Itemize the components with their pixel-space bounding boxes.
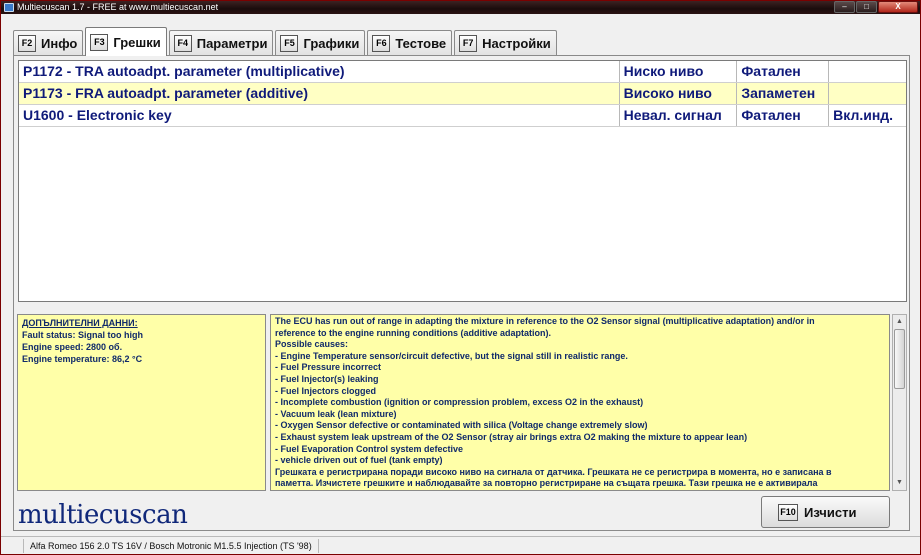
fault-level: Високо ниво — [620, 83, 738, 104]
description-line: Possible causes: — [275, 339, 349, 350]
maximize-button[interactable]: □ — [856, 1, 877, 13]
clear-button-label: Изчисти — [804, 504, 857, 520]
app-icon — [4, 3, 14, 12]
status-bar — [1, 536, 920, 554]
fault-status: Запаметен — [737, 83, 829, 104]
description-line: - Vacuum leak (lean mixture) — [275, 408, 397, 419]
tab-errors[interactable] — [85, 27, 166, 56]
description-line: - Fuel Injectors clogged — [275, 385, 377, 396]
fkey-badge: F5 — [280, 35, 298, 52]
fault-description: P1173 - FRA autoadpt. parameter (additive) — [19, 83, 620, 104]
scroll-up-icon[interactable]: ▲ — [896, 318, 903, 325]
scroll-down-icon[interactable]: ▼ — [896, 479, 903, 486]
scroll-thumb[interactable] — [894, 329, 905, 389]
minimize-button[interactable]: – — [834, 1, 855, 13]
fkey-badge: F4 — [174, 35, 192, 52]
tab-tests[interactable] — [367, 30, 452, 55]
fault-description: P1172 - TRA autoadpt. parameter (multiplicative) — [19, 61, 620, 82]
fault-list[interactable] — [18, 60, 907, 302]
fault-status: Фатален — [737, 61, 829, 82]
additional-data-line: Engine temperature: 86,2 °C — [22, 354, 143, 364]
fault-indicator — [829, 83, 906, 104]
fault-indicator: Вкл.инд. — [833, 107, 894, 123]
close-button[interactable]: X — [878, 1, 918, 13]
additional-data-line: Engine speed: 2800 об. — [22, 342, 123, 352]
fault-level: Ниско ниво — [620, 61, 738, 82]
fkey-badge: F3 — [90, 34, 108, 51]
fault-status: Фатален — [737, 105, 829, 126]
description-line: The ECU has run out of range in adapting the mixture in reference to the O2 Sensor signal (multiplicative adaptation) and/or in — [275, 316, 815, 326]
description-line: - Incomplete combustion (ignition or compression problem, excess O2 in the exhaust) — [275, 397, 644, 408]
tab-label: Графики — [303, 35, 360, 51]
tab-strip — [13, 27, 559, 55]
fault-row[interactable] — [19, 105, 906, 127]
description-line: паметта. Изчистете грешките и наблюдавайте за повторно регистриране на същата грешка. Тази грешка не е активирала — [275, 478, 818, 489]
description-line: - Fuel Pressure incorrect — [275, 362, 382, 373]
fault-row-selected[interactable] — [19, 83, 906, 105]
description-line: - vehicle driven out of fuel (tank empty) — [275, 455, 443, 466]
fkey-badge: F6 — [372, 35, 390, 52]
additional-data-panel — [17, 314, 266, 491]
fkey-badge: F10 — [778, 504, 798, 521]
clear-faults-button[interactable] — [761, 496, 890, 528]
tab-graphs[interactable] — [275, 30, 365, 55]
tab-parameters[interactable] — [169, 30, 274, 55]
description-line: - Oxygen Sensor defective or contaminated with silica (Voltage change extremely slow) — [275, 420, 648, 431]
fkey-badge: F2 — [18, 35, 36, 52]
tab-label: Настройки — [482, 35, 551, 51]
tab-label: Параметри — [196, 35, 268, 51]
description-line: - Fuel Injector(s) leaking — [275, 373, 379, 384]
additional-data-line: Fault status: Signal too high — [22, 330, 143, 340]
description-line: Грешката е регистрирана поради високо ниво на сигнала от датчика. Грешката не се регистрира в момента, но е записана в — [275, 466, 832, 477]
description-line: reference to the engine running conditions (additive adaptation). — [275, 327, 552, 338]
fkey-badge: F7 — [459, 35, 477, 52]
multiecuscan-logo: multiecuscan — [18, 500, 188, 530]
description-line: - Engine Temperature sensor/circuit defective, but the signal still in realistic range. — [275, 350, 628, 361]
fault-description-text[interactable] — [270, 314, 890, 491]
tab-label: Тестове — [395, 35, 447, 51]
fault-description: U1600 - Electronic key — [19, 105, 620, 126]
tab-label: Инфо — [41, 35, 78, 51]
tab-info[interactable] — [13, 30, 83, 55]
fault-level: Невал. сигнал — [620, 105, 738, 126]
description-scrollbar[interactable] — [892, 314, 907, 491]
window-controls — [834, 1, 918, 13]
title-bar — [1, 1, 920, 14]
fault-row[interactable] — [19, 61, 906, 83]
window-title: Multiecuscan 1.7 - FREE at www.multiecuscan.net — [17, 2, 219, 12]
description-line: - Exhaust system leak upstream of the O2 Sensor (stray air brings extra O2 making the mixture to appear lean) — [275, 431, 748, 442]
errors-panel — [13, 55, 910, 531]
tab-settings[interactable] — [454, 30, 557, 55]
vehicle-status: Alfa Romeo 156 2.0 TS 16V / Bosch Motronic M1.5.5 Injection (TS '98) — [23, 539, 319, 553]
description-line: - Fuel Evaporation Control system defective — [275, 443, 464, 454]
tab-label: Грешки — [113, 34, 161, 50]
fault-indicator — [829, 61, 906, 82]
additional-data-heading: ДОПЪЛНИТЕЛНИ ДАННИ: — [22, 318, 138, 328]
